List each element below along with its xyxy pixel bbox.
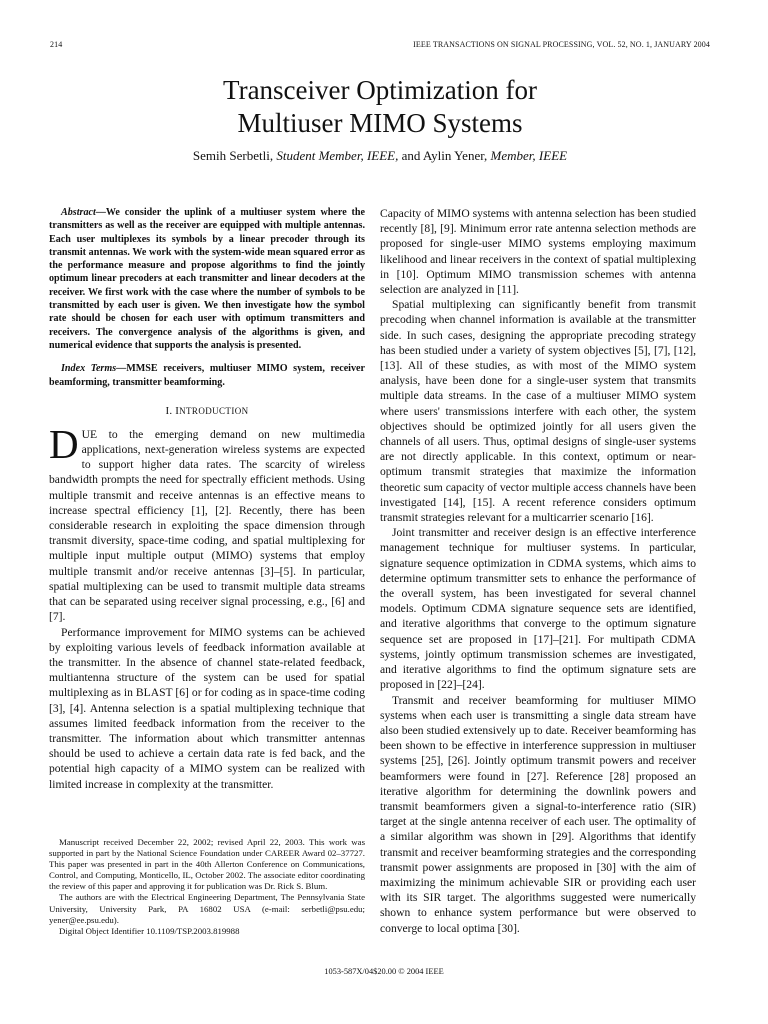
journal-name: IEEE TRANSACTIONS ON SIGNAL PROCESSING, VOL. 52, NO. 1, JANUARY 2004	[413, 40, 710, 49]
title-block	[50, 74, 710, 164]
section-title-rest: NTRODUCTION	[179, 405, 249, 416]
section-heading-introduction	[49, 405, 365, 417]
title-line-2: Multiuser MIMO Systems	[237, 108, 523, 138]
page-number: 214	[50, 40, 63, 49]
author-1-name: Semih Serbetli,	[192, 148, 274, 163]
left-column	[49, 206, 365, 792]
paper-title	[50, 74, 710, 140]
intro-paragraph-1-text: UE to the emerging demand on new multimedia applications, next-generation wireless systems are expected to support higher data rates. The scarcity of wireless bandwidth prompts the need for spectrally efficient methods. Using multiple transmit and receive antennas is an effective means to increase spectral efficiency [1], [2]. Recently, there has been considerable research in exploiting the space dimension through transmit diversity, space-time coding, and spatial multiplexing for multiple input multiple output (MIMO) systems that employ multiple transmit and/or receive antennas [3]–[5]. In particular, spatial multiplexing can be used to transmit multiple data streams that can be separated using receiver signal processing, e.g., [6] and [7].	[49, 427, 365, 624]
footnote-doi: Digital Object Identifier 10.1109/TSP.2003.819988	[59, 925, 240, 936]
intro-paragraph-1	[49, 420, 365, 625]
abstract-label: Abstract	[61, 207, 96, 218]
footnote-affiliation: The authors are with the Electrical Engineering Department, The Pennsylvania State University, University Park, PA 16802 USA (e-mail: serbetli@psu.edu; yener@ee.psu.edu).	[49, 892, 365, 925]
right-paragraph-2: Spatial multiplexing can significantly benefit from transmit precoding when channel information is available at the transmitter side. In such cases, designing the appropriate precoding strategy has been studied under a variety of system objectives [5], [7], [12], [13]. All of these studies, as with most of the MIMO system analysis, have been done for a single-user system that transmits multiple data streams. In the case of a multiuser MIMO system where users' transmissions interfere with each other, the system objectives should be optimized jointly for all users given the channels of all users. Thus, optimal designs of single-user systems are not directly applicable. In this context, optimum or near-optimum transmit strategies that maximize the information theoretic sum capacity of vector multiple access channels have been investigated [14], [15]. A recent reference considers optimum transmit strategies relevant for a multicarrier scenario [16].	[380, 298, 696, 525]
intro-paragraph-2: Performance improvement for MIMO systems can be achieved by exploiting various levels of feedback information available at the transmitter. In the absence of channel state-related feedback, multiantenna structure of the system can be used for spatial multiplexing as in BLAST [6] or for coding as in space-time coding [3], [4]. Antenna selection is a spatial multiplexing technique that assumes limited feedback information from the receiver to the transmitter. The information about which transmitter antennas should be used to achieve a certain data rate is fed back, and the potential high capacity of a MIMO system can be realized with limited increase in complexity at the transmitter.	[49, 625, 365, 791]
section-initial: I	[175, 404, 180, 417]
right-paragraph-4: Transmit and receiver beamforming for multiuser MIMO systems when each user is transmitting a single data stream have also been studied extensively up to date. Receiver beamforming has been shown to be effective in interference suppression in multiuser systems [25], [26]. Jointly optimum transmit powers and receiver beamformers were found in [27]. Reference [28] proposed an iterative algorithm for determining the downlink powers and transmit beamformers given a signal-to-interference ratio (SIR) target at the single antenna receiver of each user. The optimality of a similar algorithm was shown in [29]. Algorithms that identify transmit and receiver beamforming strategies and the corresponding transmit power assignments are proposed in [30] with the aim of maximizing the minimum achievable SIR or providing each user with its SIR target. The algorithms suggested were numerically shown to enhance system performance but were observed to converge to local optima [30].	[380, 693, 696, 935]
right-column	[380, 206, 696, 936]
author-2-name: and Aylin Yener,	[401, 148, 488, 163]
footnote-manuscript: Manuscript received December 22, 2002; revised April 22, 2003. This work was supported in part by the National Science Foundation under CAREER Award 02–37727. This paper was presented in part in the 40th Allerton Conference on Communications, Control, and Computing, Monticello, IL, October 2002. The associate editor coordinating the review of this paper and approving it for publication was Dr. Rick S. Blum.	[49, 837, 365, 892]
right-paragraph-3: Joint transmitter and receiver design is an effective interference management technique for multiuser systems. In particular, signature sequence optimization in CDMA systems, which aims to determine optimum transmitter sets to enhance the performance of the overall system, has been investigated for several channel models. Optimum CDMA signature sequence sets are identified, and iterative algorithms that converge to the optimum signature sequence set are proposed in [17]–[21]. For multipath CDMA systems, jointly optimum transmission schemes are investigated, and iterative algorithms to find the optimum signature sets are proposed in [22]–[24].	[380, 526, 696, 692]
abstract	[49, 206, 365, 352]
index-terms-label: Index Terms	[61, 363, 117, 375]
author-1-role: Student Member, IEEE,	[276, 148, 399, 163]
section-numeral: I.	[165, 404, 173, 417]
footnotes	[49, 837, 365, 937]
abstract-text: —We consider the uplink of a multiuser system where the transmitters as well as the receiver are equipped with multiple antennas. Each user multiplexes its symbols by a linear precoder through its transmit antennas. We work with the system-wide mean squared error as the performance measure and propose algorithms to find the jointly optimum linear precoders at each transmitter and linear decoders at the receiver. We first work with the case where the number of symbols to be transmitted by each user is given. We then investigate how the symbol rate should be chosen for each user with optimum transmitters and receivers. The convergence analysis of the algorithms is given, and numerical evidence that supports the analysis is presented.	[49, 207, 365, 351]
right-paragraph-1: Capacity of MIMO systems with antenna selection has been studied recently [8], [9]. Minimum error rate antenna selection methods are proposed for single-user MIMO systems employing maximum likelihood and linear receivers in the context of spatial multiplexing in [10]. Optimum MIMO transmission schemes with antenna selection are analyzed in [11].	[380, 207, 696, 297]
author-2-role: Member, IEEE	[490, 148, 568, 163]
index-terms	[49, 362, 365, 389]
drop-cap: D	[49, 420, 79, 467]
index-terms-text: —MMSE receivers, multiuser MIMO system, receiver beamforming, transmitter beamforming.	[49, 363, 365, 388]
title-line-1: Transceiver Optimization for	[223, 75, 537, 105]
copyright-line: 1053-587X/04$20.00 © 2004 IEEE	[324, 967, 444, 976]
author-line	[50, 148, 710, 164]
